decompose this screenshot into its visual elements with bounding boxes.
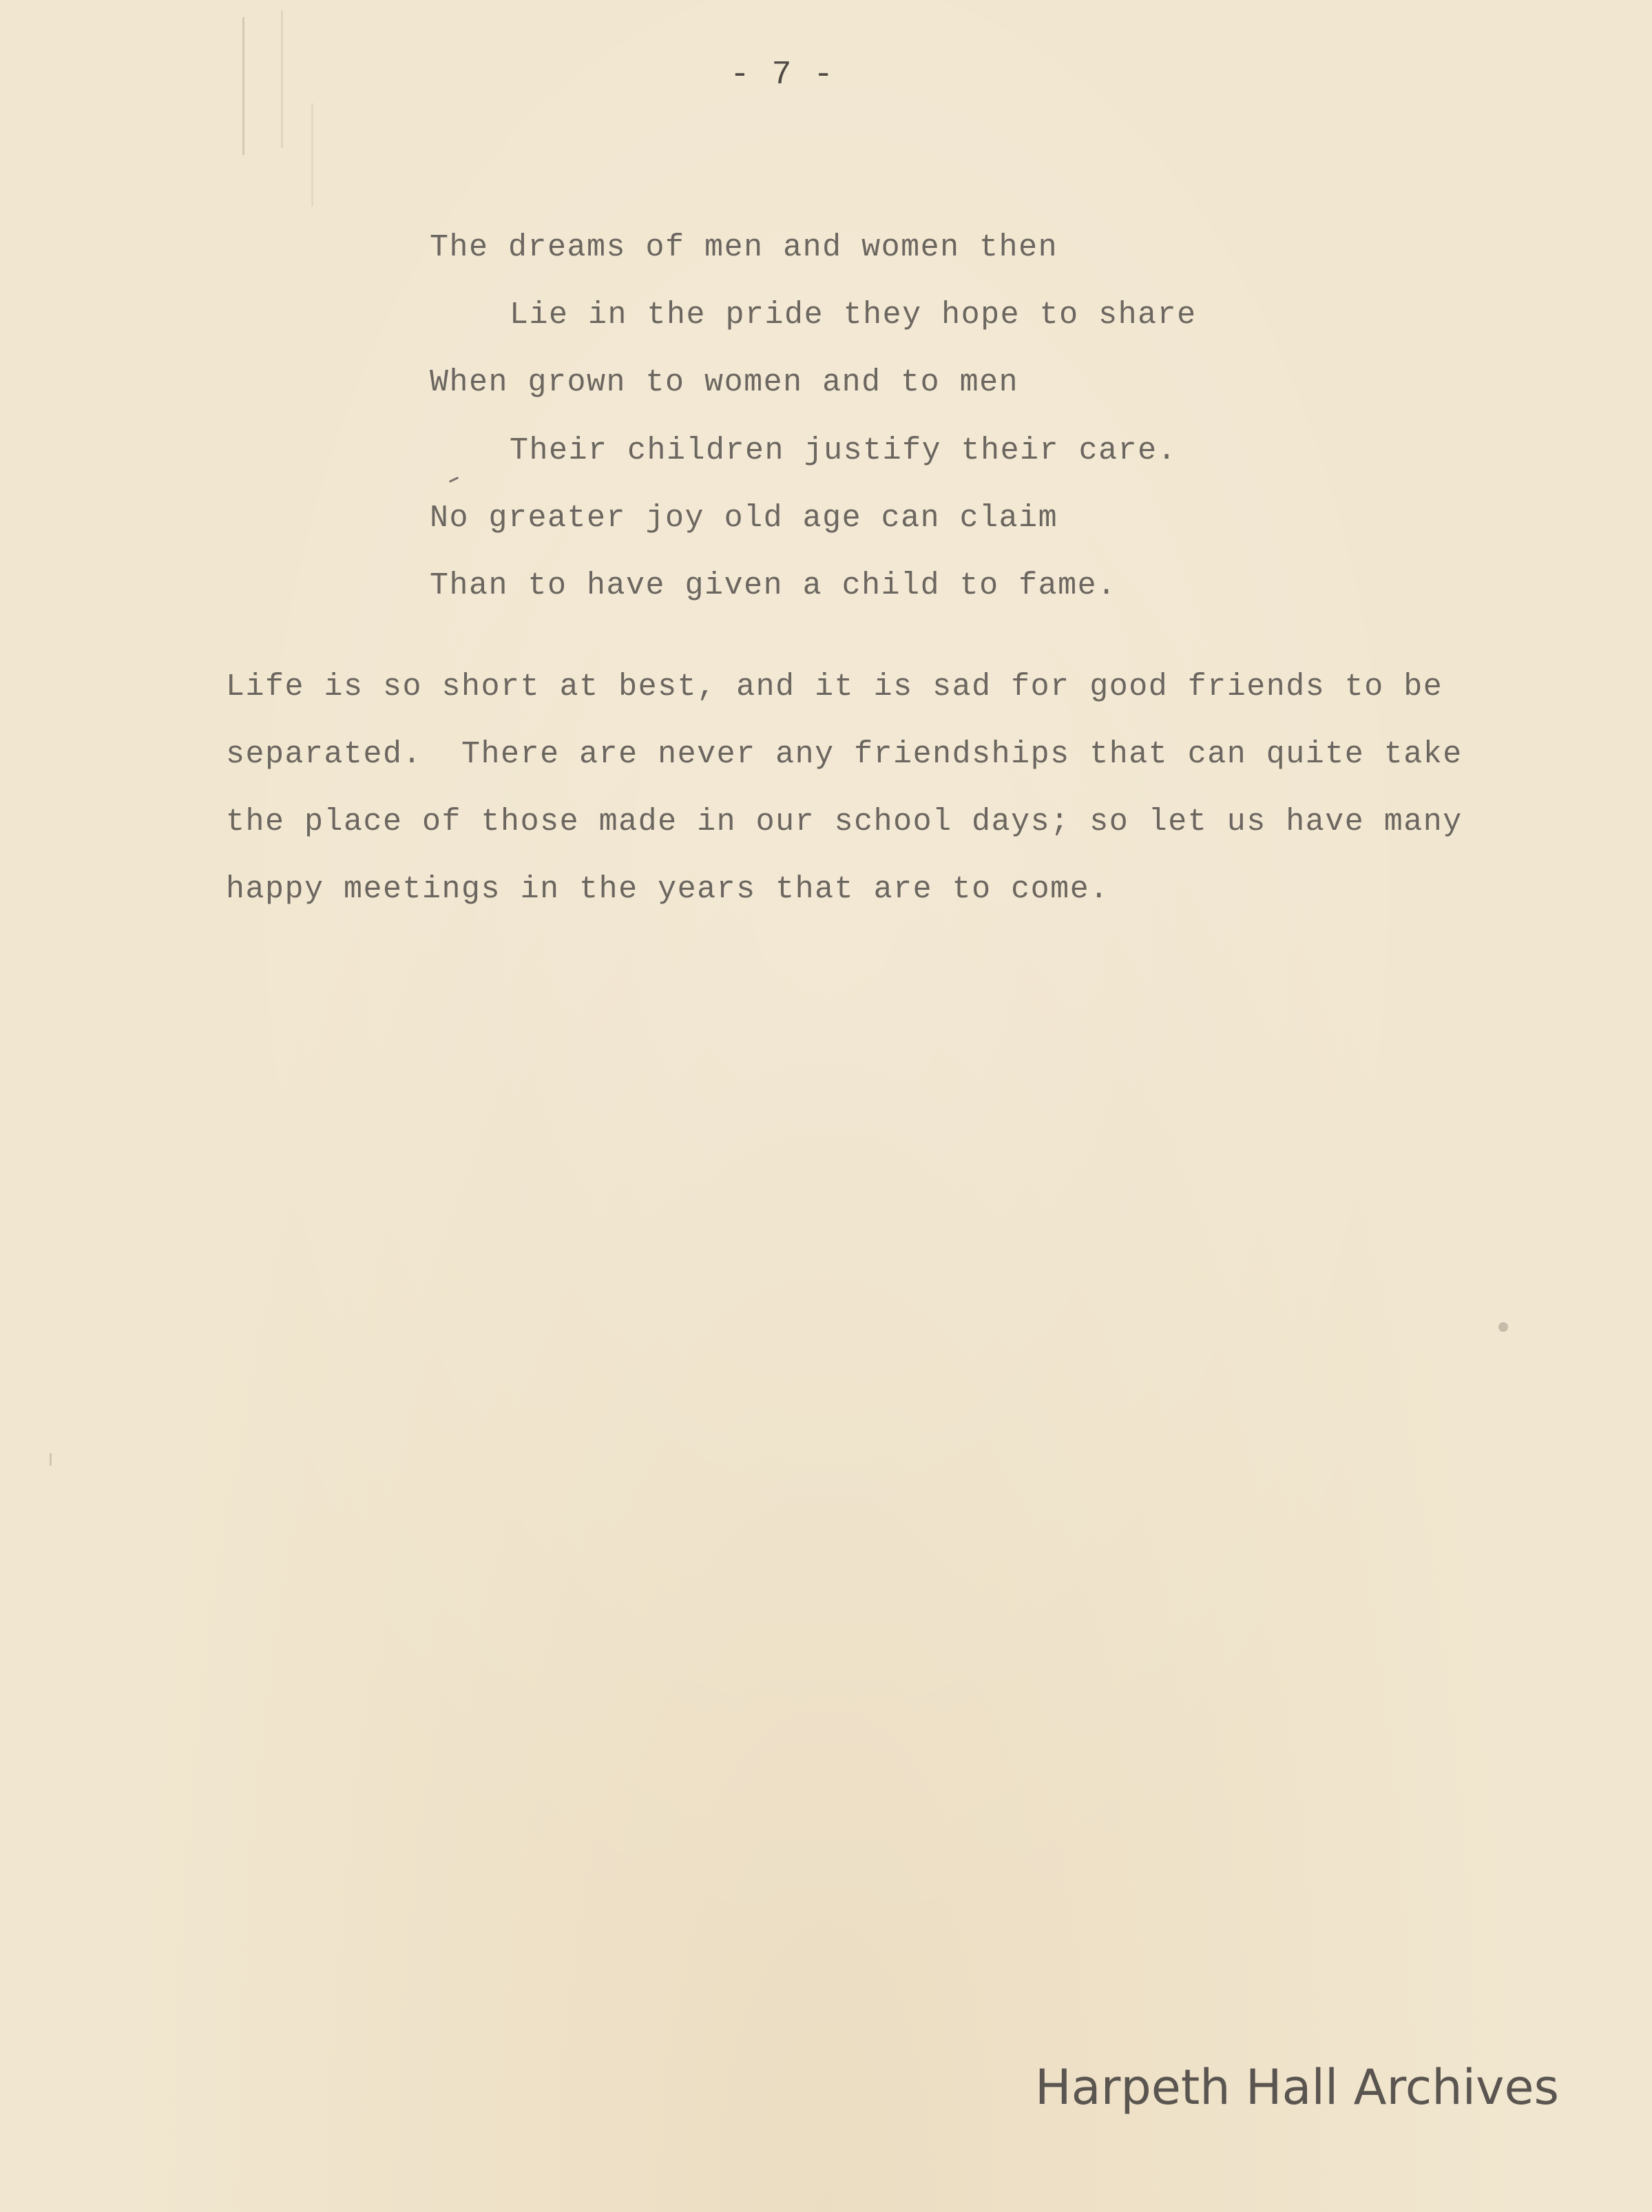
page-number: - 7 -: [730, 56, 835, 94]
margin-mark: [50, 1453, 52, 1465]
margin-mark: [242, 17, 244, 155]
poem-line: Than to have given a child to fame.: [430, 568, 1117, 603]
archive-watermark: Harpeth Hall Archives: [1035, 2059, 1559, 2116]
margin-mark: [449, 477, 459, 483]
poem-line: The dreams of men and women then: [430, 230, 1058, 265]
poem-line: No greater joy old age can claim: [430, 501, 1058, 536]
margin-mark: [311, 103, 313, 207]
poem-line: Their children justify their care.: [510, 433, 1178, 468]
paragraph-line: separated. There are never any friendships that can quite take: [226, 737, 1463, 772]
poem-line: When grown to women and to men: [430, 365, 1019, 400]
paper-spot: [1498, 1322, 1508, 1332]
paragraph-line: happy meetings in the years that are to come.: [226, 872, 1109, 907]
paragraph-line: the place of those made in our school days; so let us have many: [226, 804, 1463, 839]
poem-line: Lie in the pride they hope to share: [510, 298, 1197, 333]
paragraph-line: Life is so short at best, and it is sad for good friends to be: [226, 669, 1443, 705]
margin-mark: [281, 10, 283, 148]
